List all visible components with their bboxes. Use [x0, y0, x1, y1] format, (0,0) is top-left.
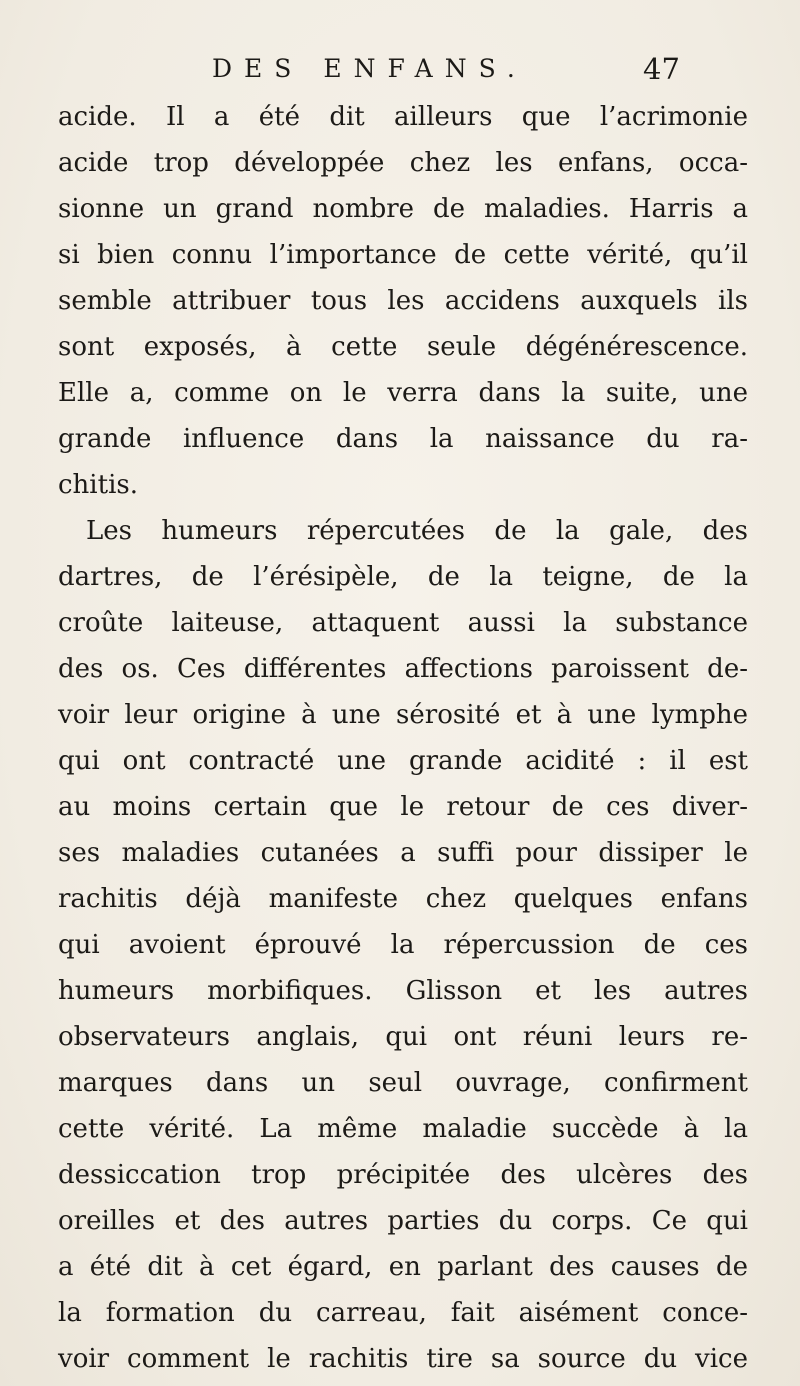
paragraph-start-line: Les humeurs répercutées de la gale, des: [86, 516, 748, 546]
text-line: la formation du carreau, fait aisément conce-: [58, 1298, 748, 1328]
text-line: observateurs anglais, qui ont réuni leurs re-: [58, 1022, 748, 1052]
text-line: qui avoient éprouvé la répercussion de ces: [58, 930, 748, 960]
text-line: acide. Il a été dit ailleurs que l’acrimonie: [58, 102, 748, 132]
text-line: cette vérité. La même maladie succède à la: [58, 1114, 748, 1144]
text-line: au moins certain que le retour de ces diver-: [58, 792, 748, 822]
text-line: rachitis déjà manifeste chez quelques enfans: [58, 884, 748, 914]
text-line: a été dit à cet égard, en parlant des causes de: [58, 1252, 748, 1282]
page-header: [0, 46, 800, 96]
text-line: dessiccation trop précipitée des ulcères des: [58, 1160, 748, 1190]
text-line: voir comment le rachitis tire sa source du vice: [58, 1344, 748, 1374]
text-line: semble attribuer tous les accidens auxquels ils: [58, 286, 748, 316]
text-line: humeurs morbifiques. Glisson et les autres: [58, 976, 748, 1006]
text-line: oreilles et des autres parties du corps. Ce qui: [58, 1206, 748, 1236]
running-head: DES ENFANS.: [212, 54, 527, 83]
body-text: [58, 94, 748, 1382]
text-line: chitis.: [58, 470, 138, 500]
text-line: voir leur origine à une sérosité et à une lymphe: [58, 700, 748, 730]
text-line: Elle a, comme on le verra dans la suite, une: [58, 378, 748, 408]
text-line: grande influence dans la naissance du ra-: [58, 424, 748, 454]
text-line: si bien connu l’importance de cette vérité, qu’il: [58, 240, 748, 270]
text-line: marques dans un seul ouvrage, confirment: [58, 1068, 748, 1098]
text-line: ses maladies cutanées a suffi pour dissiper le: [58, 838, 748, 868]
text-line: qui ont contracté une grande acidité : il est: [58, 746, 748, 776]
page-number: 47: [643, 52, 680, 86]
text-line: dartres, de l’érésipèle, de la teigne, de la: [58, 562, 748, 592]
text-line: acide trop développée chez les enfans, occa-: [58, 148, 748, 178]
text-line: croûte laiteuse, attaquent aussi la substance: [58, 608, 748, 638]
text-line: sont exposés, à cette seule dégénérescence.: [58, 332, 748, 362]
text-line: sionne un grand nombre de maladies. Harris a: [58, 194, 748, 224]
text-line: des os. Ces différentes affections paroissent de-: [58, 654, 748, 684]
